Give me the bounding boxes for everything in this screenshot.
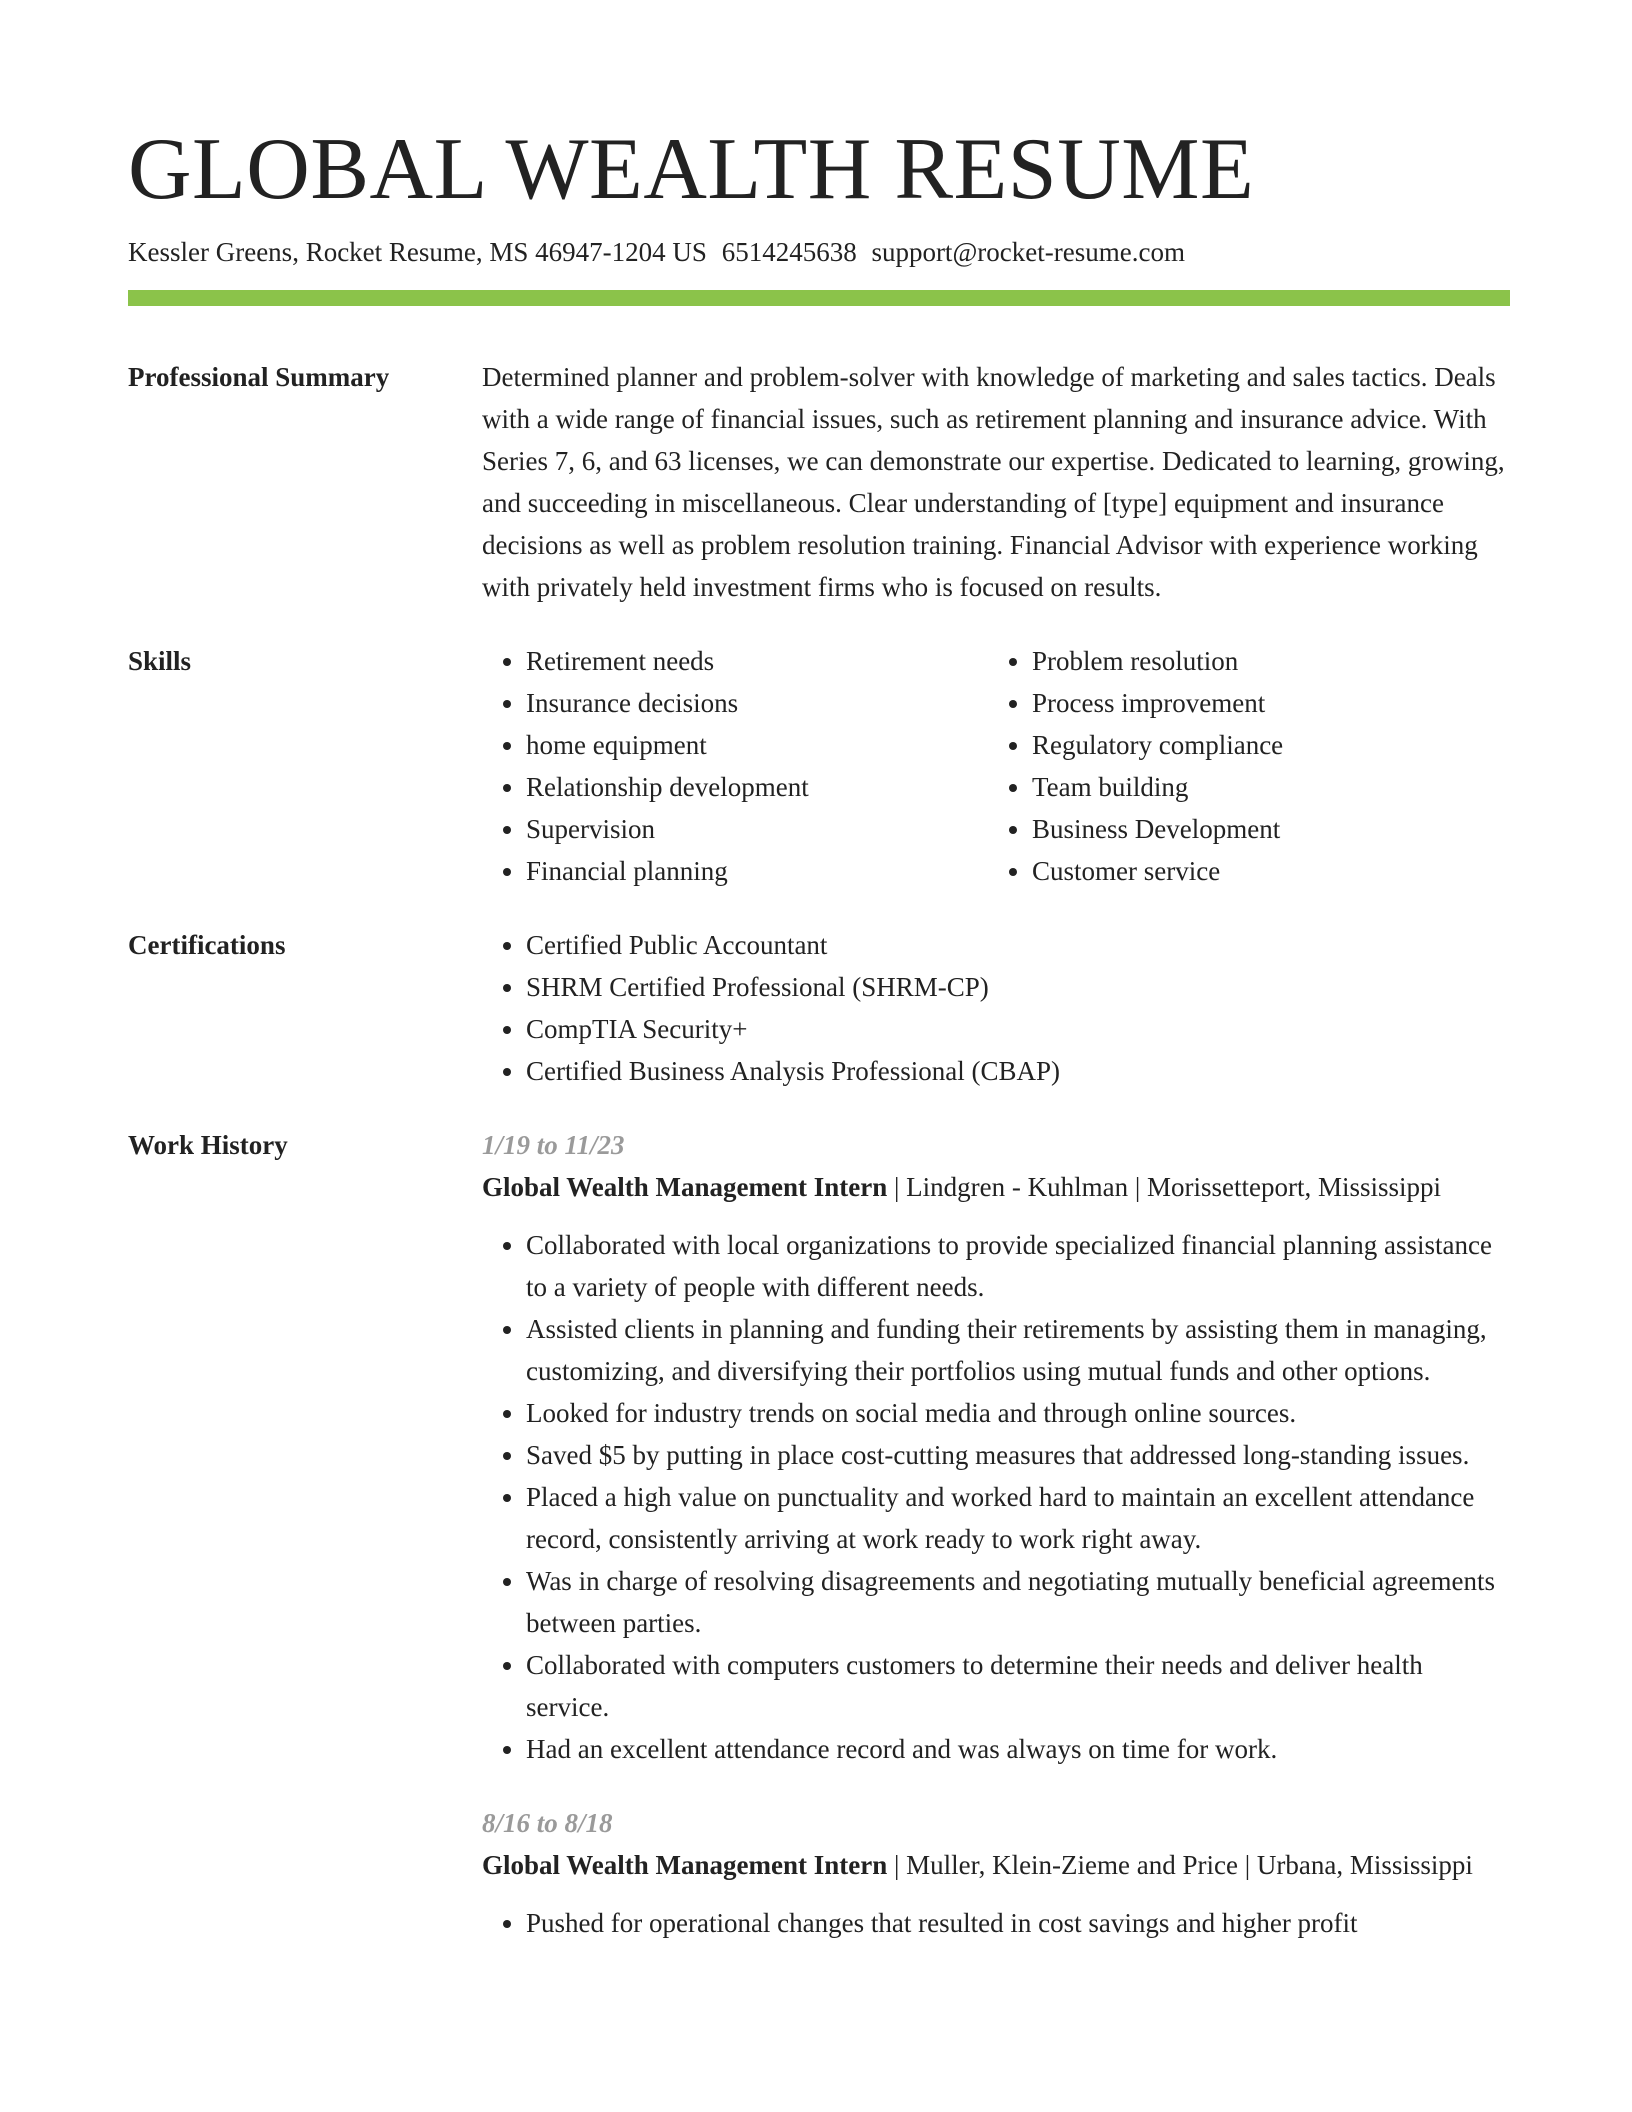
skills-list-left xyxy=(482,640,988,892)
job-title: Global Wealth Management Intern xyxy=(482,1850,888,1880)
job-bullets xyxy=(482,1224,1510,1770)
skills-section xyxy=(128,640,1510,892)
summary-label: Professional Summary xyxy=(128,362,390,392)
contact-phone: 6514245638 xyxy=(721,237,857,267)
skills-grid xyxy=(482,640,1510,892)
certifications-label: Certifications xyxy=(128,930,286,960)
certifications-list xyxy=(482,924,1510,1092)
job-date: 1/19 to 11/23 xyxy=(482,1130,625,1160)
skill-item: • Retirement needs xyxy=(526,640,988,682)
job-entry xyxy=(482,1124,1510,1770)
skills-label: Skills xyxy=(128,646,192,676)
skill-item: • home equipment xyxy=(526,724,988,766)
header-divider xyxy=(128,290,1510,306)
job-details: | Lindgren - Kuhlman | Morissetteport, Mississippi xyxy=(887,1172,1442,1202)
certifications-body xyxy=(482,924,1510,1092)
summary-section xyxy=(128,356,1510,608)
job-bullet: • Looked for industry trends on social media and through online sources. xyxy=(526,1392,1510,1434)
contact-line xyxy=(128,234,1510,270)
skill-item: • Insurance decisions xyxy=(526,682,988,724)
job-details: | Muller, Klein-Zieme and Price | Urbana, Mississippi xyxy=(887,1850,1473,1880)
skill-item: • Relationship development xyxy=(526,766,988,808)
skill-item: • Customer service xyxy=(1032,850,1494,892)
job-bullet: • Pushed for operational changes that resulted in cost savings and higher profit xyxy=(526,1902,1510,1944)
skill-item: • Supervision xyxy=(526,808,988,850)
skill-item: • Process improvement xyxy=(1032,682,1494,724)
summary-text: Determined planner and problem-solver with knowledge of marketing and sales tactics. Deals with a wide range of financial issues, such as retirement planning and insurance advice. With Series 7, 6, and 63 licenses, we can demonstrate our expertise. Dedicated to learning, growing, and succeeding in miscellaneous. Clear understanding of [type] equipment and insurance decisions as well as problem resolution training. Financial Advisor with experience working with privately held investment firms who is focused on results. xyxy=(482,362,1505,602)
job-bullet: • Collaborated with computers customers to determine their needs and deliver health service. xyxy=(526,1644,1510,1728)
job-bullet: • Collaborated with local organizations to provide specialized financial planning assistance to a variety of people with different needs. xyxy=(526,1224,1510,1308)
job-bullet: • Had an excellent attendance record and was always on time for work. xyxy=(526,1728,1510,1770)
work-history-section xyxy=(128,1124,1510,1944)
certification-item: • SHRM Certified Professional (SHRM-CP) xyxy=(526,966,1510,1008)
skill-item: • Business Development xyxy=(1032,808,1494,850)
summary-body xyxy=(482,356,1510,608)
job-bullet: • Placed a high value on punctuality and worked hard to maintain an excellent attendance record, consistently arriving at work ready to work right away. xyxy=(526,1476,1510,1560)
certification-item: • Certified Public Accountant xyxy=(526,924,1510,966)
skills-list-right xyxy=(988,640,1494,892)
contact-email: support@rocket-resume.com xyxy=(871,237,1185,267)
job-heading xyxy=(482,1166,1510,1208)
certification-item: • CompTIA Security+ xyxy=(526,1008,1510,1050)
job-heading xyxy=(482,1844,1510,1886)
job-entry xyxy=(482,1802,1510,1944)
resume-title: GLOBAL WEALTH RESUME xyxy=(128,121,1255,218)
skill-item: • Team building xyxy=(1032,766,1494,808)
certification-item: • Certified Business Analysis Professional (CBAP) xyxy=(526,1050,1510,1092)
work-history-label: Work History xyxy=(128,1130,288,1160)
work-history-body xyxy=(482,1124,1510,1944)
job-bullet: • Saved $5 by putting in place cost-cutting measures that addressed long-standing issues. xyxy=(526,1434,1510,1476)
job-bullet: • Assisted clients in planning and funding their retirements by assisting them in managing, customizing, and diversifying their portfolios using mutual funds and other options. xyxy=(526,1308,1510,1392)
skill-item: • Financial planning xyxy=(526,850,988,892)
skill-item: • Problem resolution xyxy=(1032,640,1494,682)
certifications-section xyxy=(128,924,1510,1092)
job-bullets xyxy=(482,1902,1510,1944)
job-date: 8/16 to 8/18 xyxy=(482,1808,613,1838)
skills-body xyxy=(482,640,1510,892)
skill-item: • Regulatory compliance xyxy=(1032,724,1494,766)
resume-page xyxy=(128,118,1510,1944)
job-title: Global Wealth Management Intern xyxy=(482,1172,888,1202)
contact-address: Kessler Greens, Rocket Resume, MS 46947-1204 US xyxy=(128,237,707,267)
job-bullet: • Was in charge of resolving disagreements and negotiating mutually beneficial agreements between parties. xyxy=(526,1560,1510,1644)
